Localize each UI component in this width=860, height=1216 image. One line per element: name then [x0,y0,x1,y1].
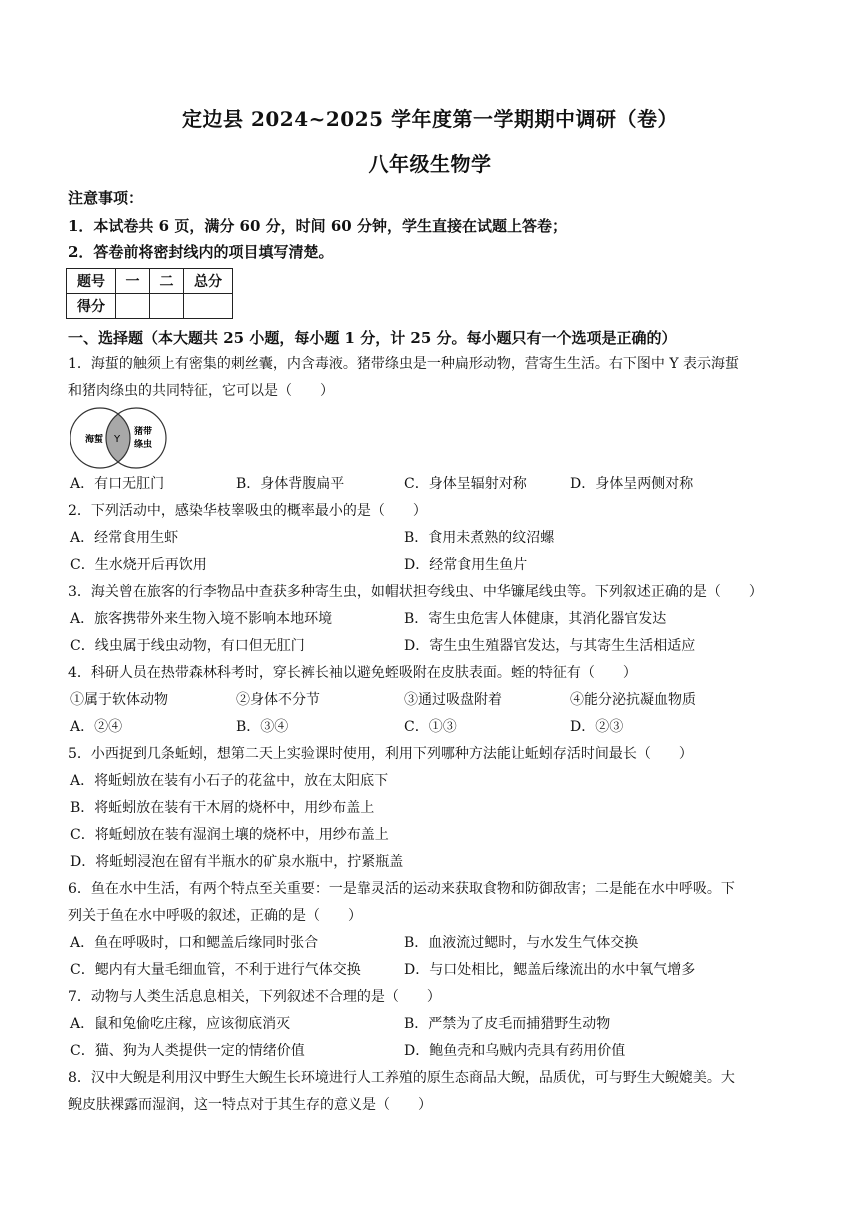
question-2-text: 2．下列活动中，感染华枝睾吸虫的概率最小的是（ ） [68,503,427,519]
option-3a[interactable]: A．旅客携带外来生物入境不影响本地环境 [70,611,333,627]
section-heading: 一、选择题（本大题共 25 小题，每小题 1 分，计 25 分。每小题只有一个选项是正确的） [68,329,677,347]
option-1b[interactable]: B．身体背腹扁平 [236,476,345,492]
option-1a[interactable]: A．有口无肛门 [70,476,165,492]
option-7a[interactable]: A．鼠和兔偷吃庄稼，应该彻底消灭 [70,1016,291,1032]
option-5a[interactable]: A．将蚯蚓放在装有小石子的花盆中，放在太阳底下 [70,773,389,789]
question-5-text: 5．小西捉到几条蚯蚓，想第二天上实验课时使用，利用下列哪种方法能让蚯蚓存活时间最长（ ） [68,746,693,762]
option-2b[interactable]: B．食用未煮熟的纹沼螺 [404,530,555,546]
option-7c[interactable]: C．猫、狗为人类提供一定的情绪价值 [70,1043,305,1059]
option-2c[interactable]: C．生水烧开后再饮用 [70,557,207,573]
option-3c[interactable]: C．线虫属于线虫动物，有口但无肛门 [70,638,305,654]
option-6d[interactable]: D．与口处相比，鳃盖后缘流出的水中氧气增多 [404,962,696,978]
option-4a[interactable]: A．②④ [70,719,123,735]
score-input-cell[interactable] [184,294,233,319]
option-7d[interactable]: D．鲍鱼壳和乌贼内壳具有药用价值 [404,1043,626,1059]
venn-label-left: 海蜇 [85,435,104,445]
question-8-text-cont: 鲵皮肤裸露而湿润，这一特点对于其生存的意义是（ ） [68,1097,432,1113]
score-table-header-row [67,269,233,294]
question-6-text-cont: 列关于鱼在水中呼吸的叙述，正确的是（ ） [68,908,362,924]
option-6b[interactable]: B．血液流过鳃时，与水发生气体交换 [404,935,639,951]
score-input-cell[interactable] [116,294,150,319]
notice-item-2: 2．答卷前将密封线内的项目填写清楚。 [68,243,334,261]
option-3b[interactable]: B．寄生虫危害人体健康，其消化器官发达 [404,611,667,627]
option-4c[interactable]: C．①③ [404,719,457,735]
question-3-text: 3．海关曾在旅客的行李物品中查获多种寄生虫，如帽状担夸线虫、中华镰尾线虫等。下列叙述正确的是（ ） [68,584,763,600]
statement-4-2: ②身体不分节 [236,692,320,708]
option-5d[interactable]: D．将蚯蚓浸泡在留有半瓶水的矿泉水瓶中，拧紧瓶盖 [70,854,404,870]
question-4-text: 4．科研人员在热带森林科考时，穿长裤长袖以避免蛭吸附在皮肤表面。蛭的特征有（ ） [68,665,637,681]
question-8-text: 8．汉中大鲵是利用汉中野生大鲵生长环境进行人工养殖的原生态商品大鲵，品质优，可与野生大鲵媲美。大 [68,1070,735,1086]
venn-diagram [70,404,170,472]
score-input-cell[interactable] [150,294,184,319]
statement-4-4: ④能分泌抗凝血物质 [570,692,696,708]
notice-item-1: 1．本试卷共 6 页，满分 60 分，时间 60 分钟，学生直接在试题上答卷； [68,217,567,235]
venn-label-right-1: 猪带 [134,427,153,437]
score-cell: 一 [116,269,150,294]
option-5c[interactable]: C．将蚯蚓放在装有湿润土壤的烧杯中，用纱布盖上 [70,827,389,843]
option-6c[interactable]: C．鳃内有大量毛细血管，不利于进行气体交换 [70,962,361,978]
statement-4-1: ①属于软体动物 [70,692,168,708]
question-7-text: 7．动物与人类生活息息相关，下列叙述不合理的是（ ） [68,989,441,1005]
question-6-text: 6．鱼在水中生活，有两个特点至关重要：一是靠灵活的运动来获取食物和防御敌害；二是能在水中呼吸。下 [68,881,735,897]
statement-4-3: ③通过吸盘附着 [404,692,502,708]
score-cell: 二 [150,269,184,294]
question-1-text-cont: 和猪肉绦虫的共同特征，它可以是（ ） [68,383,334,399]
score-cell: 总分 [184,269,233,294]
option-3d[interactable]: D．寄生虫生殖器官发达，与其寄生生活相适应 [404,638,696,654]
option-6a[interactable]: A．鱼在呼吸时，口和鳃盖后缘同时张合 [70,935,319,951]
venn-label-right-2: 绦虫 [134,440,153,450]
option-2d[interactable]: D．经常食用生鱼片 [404,557,528,573]
score-cell: 题号 [67,269,116,294]
score-cell: 得分 [67,294,116,319]
option-7b[interactable]: B．严禁为了皮毛而捕猎野生动物 [404,1016,611,1032]
exam-title: 定边县 2024~2025 学年度第一学期期中调研（卷） [181,107,678,131]
question-1-text: 1．海蜇的触须上有密集的刺丝囊，内含毒液。猪带绦虫是一种扁形动物，营寄生生活。右下图中 Y 表示海蜇 [68,356,740,372]
option-4d[interactable]: D．②③ [570,719,624,735]
score-table [66,268,233,319]
option-1d[interactable]: D．身体呈两侧对称 [570,476,694,492]
score-table-score-row [67,294,233,319]
option-4b[interactable]: B．③④ [236,719,289,735]
venn-label-center: Y [114,434,121,445]
option-2a[interactable]: A．经常食用生虾 [70,530,179,546]
exam-subtitle: 八年级生物学 [368,152,492,176]
notice-heading: 注意事项： [68,189,144,207]
option-1c[interactable]: C．身体呈辐射对称 [404,476,527,492]
option-5b[interactable]: B．将蚯蚓放在装有干木屑的烧杯中，用纱布盖上 [70,800,375,816]
